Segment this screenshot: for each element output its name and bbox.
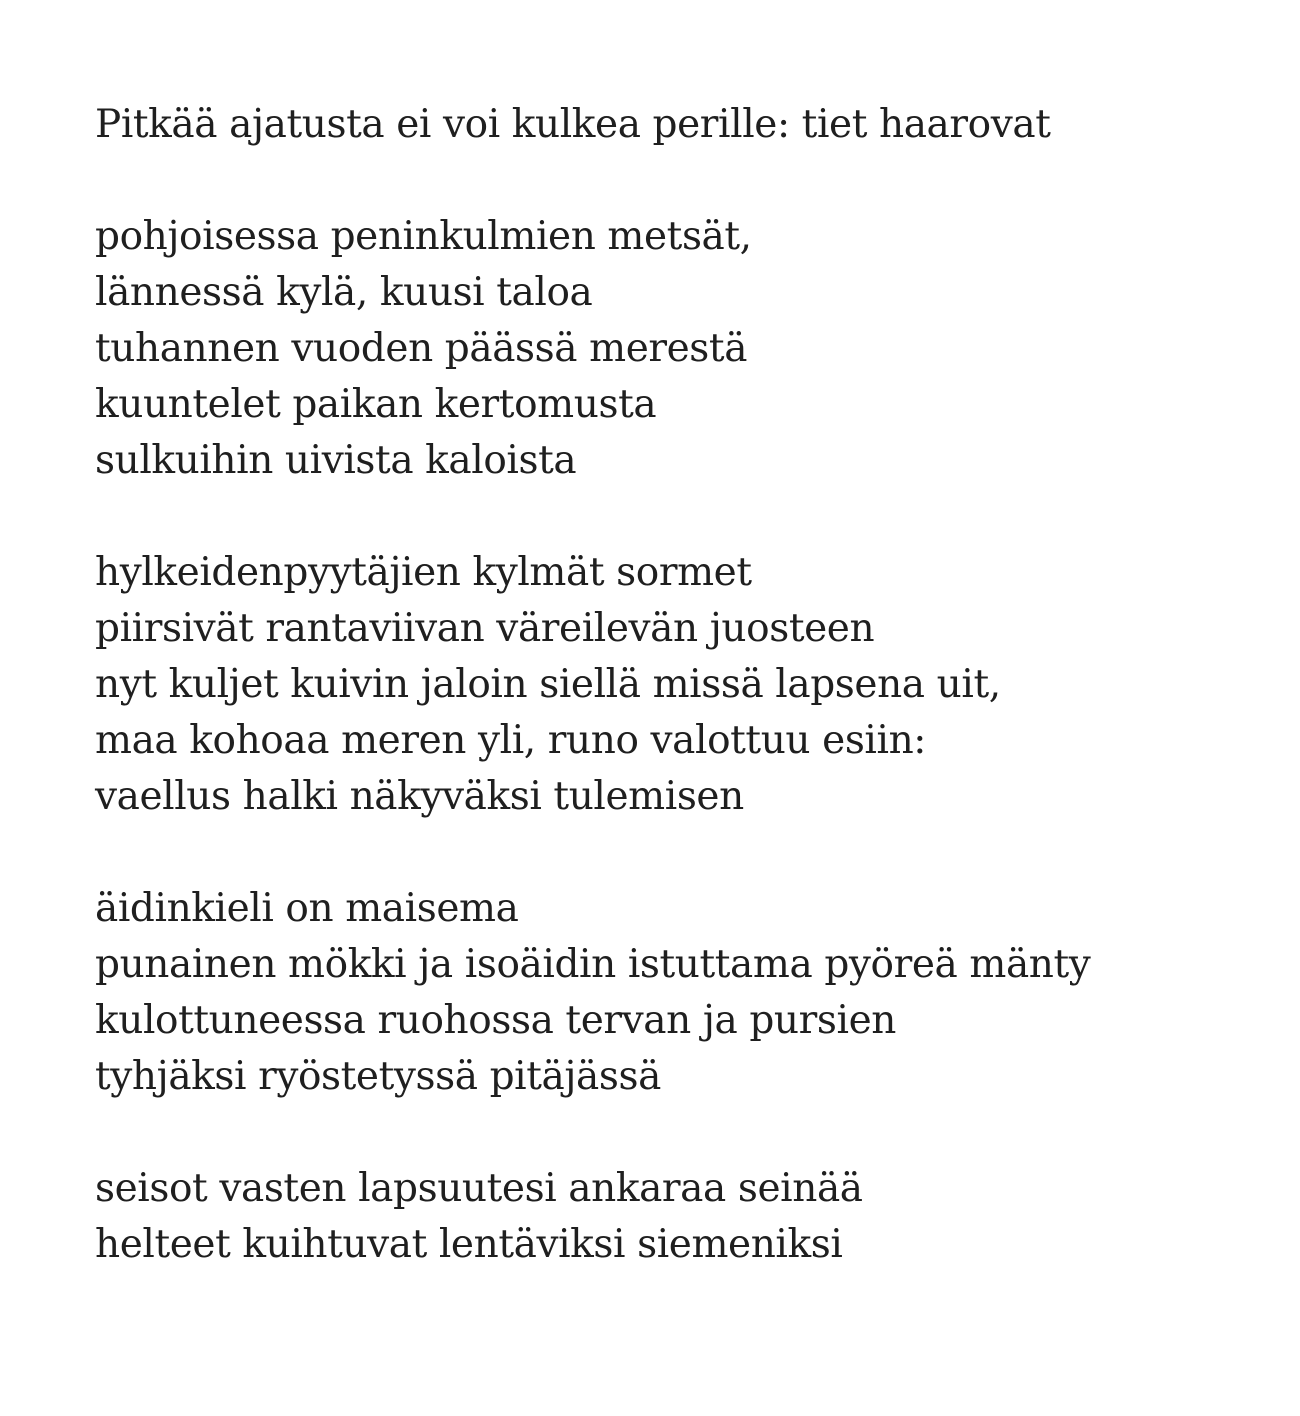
poem-line: äidinkieli on maisema xyxy=(95,886,519,931)
poem-line: lännessä kylä, kuusi taloa xyxy=(95,270,593,315)
stanza-3 xyxy=(95,545,1275,825)
poem-text xyxy=(95,97,1275,1273)
poem-line: punainen mökki ja isoäidin istuttama pyöreä mänty xyxy=(95,942,1091,987)
poem-line: tuhannen vuoden päässä merestä xyxy=(95,326,748,371)
poem-line: tyhjäksi ryöstetyssä pitäjässä xyxy=(95,1054,661,1099)
stanza-1 xyxy=(95,97,1275,153)
poem-line: maa kohoaa meren yli, runo valottuu esiin: xyxy=(95,718,927,763)
stanza-2 xyxy=(95,209,1275,489)
poem-line: sulkuihin uivista kaloista xyxy=(95,438,577,483)
poem-line: Pitkää ajatusta ei voi kulkea perille: tiet haarovat xyxy=(95,102,1051,147)
poem-line: kuuntelet paikan kertomusta xyxy=(95,382,657,427)
poem-line: hylkeidenpyytäjien kylmät sormet xyxy=(95,550,752,595)
poem-line: piirsivät rantaviivan väreilevän juosteen xyxy=(95,606,875,651)
poem-line: pohjoisessa peninkulmien metsät, xyxy=(95,214,752,259)
poem-line: kulottuneessa ruohossa tervan ja pursien xyxy=(95,998,896,1043)
stanza-4 xyxy=(95,881,1275,1105)
poem-line: seisot vasten lapsuutesi ankaraa seinää xyxy=(95,1166,863,1211)
poem-line: helteet kuihtuvat lentäviksi siemeniksi xyxy=(95,1222,843,1267)
stanza-5 xyxy=(95,1161,1275,1273)
poem-line: nyt kuljet kuivin jaloin siellä missä lapsena uit, xyxy=(95,662,1001,707)
poem-line: vaellus halki näkyväksi tulemisen xyxy=(95,774,744,819)
